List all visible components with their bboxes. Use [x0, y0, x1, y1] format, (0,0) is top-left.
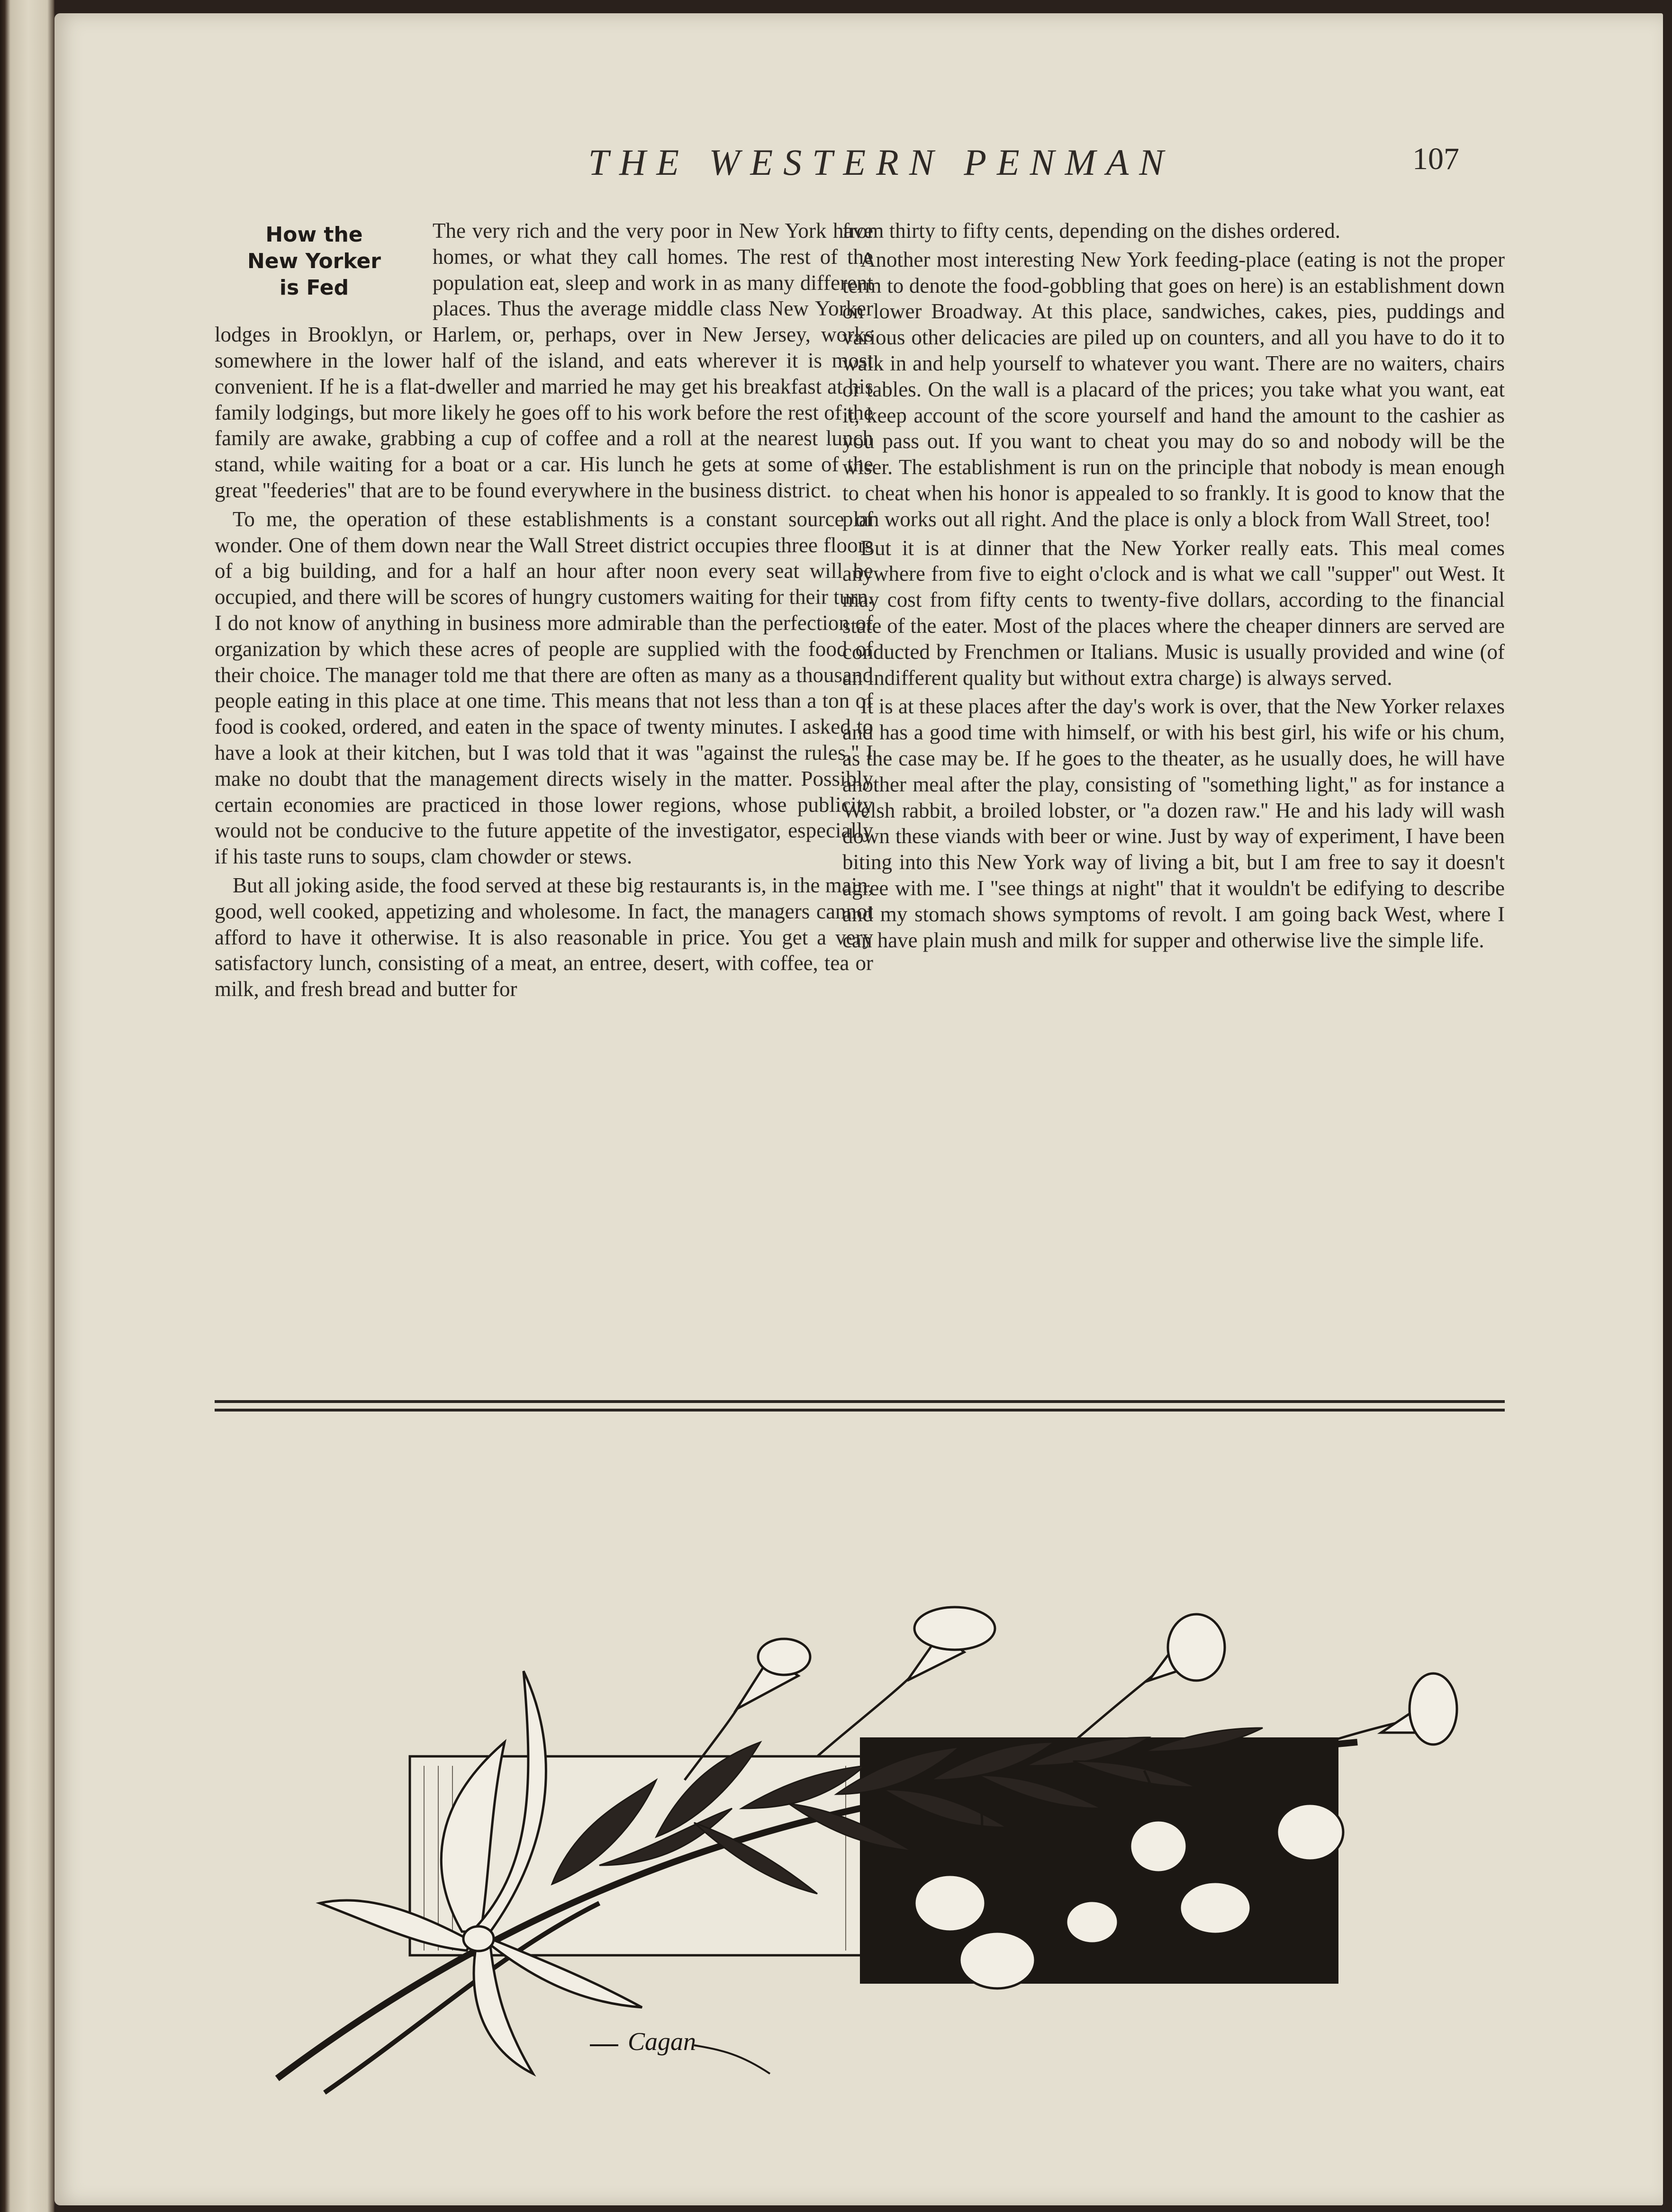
article-paragraph: Another most interesting New York feeding-place (eating is not the proper term to denote the food-gobbling that goes on here) is an establishment down on lower Broadway. At this place, sandwiches, cakes, pies, puddings and various other delicacies are piled up on counters, and all you have to do it to walk in and help yourself to whatever you want. There are no waiters, chairs or tables. On the wall is a placard of the prices; you take what you want, eat it, keep account of the score yourself and hand the amount to the cashier as you pass out. If you want to cheat you may do so and nobody will be the wiser. The establishment is run on the principle that nobody is mean enough to cheat when his honor is appealed to so frankly. It is good to know that the plan works out all right. And the place is only a block from Wall Street, too! — [842, 247, 1505, 531]
article-paragraph: To me, the operation of these establishments is a constant source of wonder. One of them down near the Wall Street district occupies three floors of a big building, and for a half an hour after noon every seat will be occupied, and there will be scores of hungry customers waiting for their turn. I do not know of anything in business more admirable than the perfection of organization by which these acres of people are supplied with the food of their choice. The manager told me that there are often as many as a thousand people eating in this place at one time. This means that not less than a ton of food is cooked, ordered, and eaten in the space of twenty minutes. I asked to have a look at their kitchen, but I was told that it was ''against the rules.'' I make no doubt that the management directs wisely in the matter. Possibly certain economies are practiced in those lower regions, whose publicity would not be conducive to the future appetite of the investigator, especially if his taste runs to soups, clam chowder or stews. — [215, 507, 873, 869]
facing-page-edge — [0, 0, 54, 2212]
running-title: THE WESTERN PENMAN — [588, 142, 1175, 183]
running-head — [54, 141, 1663, 193]
floral-spray-illustration — [268, 1600, 1523, 2102]
sidehead-line: is Fed — [279, 276, 349, 300]
magazine-page — [54, 13, 1663, 2205]
article-paragraph: But all joking aside, the food served at these big restaurants is, in the main, good, well cooked, appetizing and wholesome. In fact, the managers cannot afford to have it otherwise. It is also reasonable in price. You get a very satisfactory lunch, consisting of a meat, an entree, desert, with coffee, tea or milk, and fresh bread and butter for — [215, 873, 873, 1001]
artist-signature: Cagan — [628, 2027, 696, 2056]
article-column-left — [215, 218, 873, 1002]
article-sidehead — [215, 222, 414, 319]
sidehead-line: New Yorker — [247, 249, 381, 273]
article-paragraph: The very rich and the very poor in New York have homes, or what they call homes. The rest of the population eat, sleep and work in as many different places. Thus the average middle class New Yorker lodges in Brooklyn, or Harlem, or, perhaps, over in New Jersey, works somewhere in the lower half of the island, and eats wherever it is most convenient. If he is a flat-dweller and married he may get his breakfast at his family lodgings, but more likely he goes off to his work before the rest of the family are awake, grabbing a cup of coffee and a roll at the nearest lunch stand, while waiting for a boat or a car. His lunch he gets at some of the great ''feederies'' that are to be found everywhere in the business district. — [215, 219, 873, 502]
article-paragraph: But it is at dinner that the New Yorker really eats. This meal comes anywhere from five to eight o'clock and is what we call ''supper'' out West. It may cost from fifty cents to twenty-five dollars, according to the financial state of the eater. Most of the places where the cheaper dinners are served are conducted by Frenchmen or Italians. Music is usually provided and wine (of an indifferent quality but without extra charge) is always served. — [842, 536, 1505, 690]
page-number: 107 — [1412, 142, 1459, 176]
article-column-right — [842, 218, 1505, 953]
article-paragraph: from thirty to fifty cents, depending on the dishes ordered. — [842, 219, 1340, 243]
double-rule-top — [215, 1400, 1505, 1403]
flower-drawing — [268, 1600, 1523, 2102]
double-rule-bottom — [215, 1409, 1505, 1412]
sidehead-line: How the — [265, 223, 363, 247]
article-paragraph: It is at these places after the day's work is over, that the New Yorker relaxes and has a good time with himself, or with his best girl, his wife or his chum, as the case may be. If he goes to the theater, as he usually does, he will have another meal after the play, consisting of ''something light,'' as for instance a Welsh rabbit, a broiled lobster, or ''a dozen raw.'' He and his lady will wash down these viands with beer or wine. Just by way of experiment, I have been biting into this New York way of living a bit, but I am free to say it doesn't agree with me. I ''see things at night'' that it wouldn't be edifying to describe and my stomach shows symptoms of revolt. I am going back West, where I can have plain mush and milk for supper and otherwise live the simple life. — [842, 694, 1505, 952]
